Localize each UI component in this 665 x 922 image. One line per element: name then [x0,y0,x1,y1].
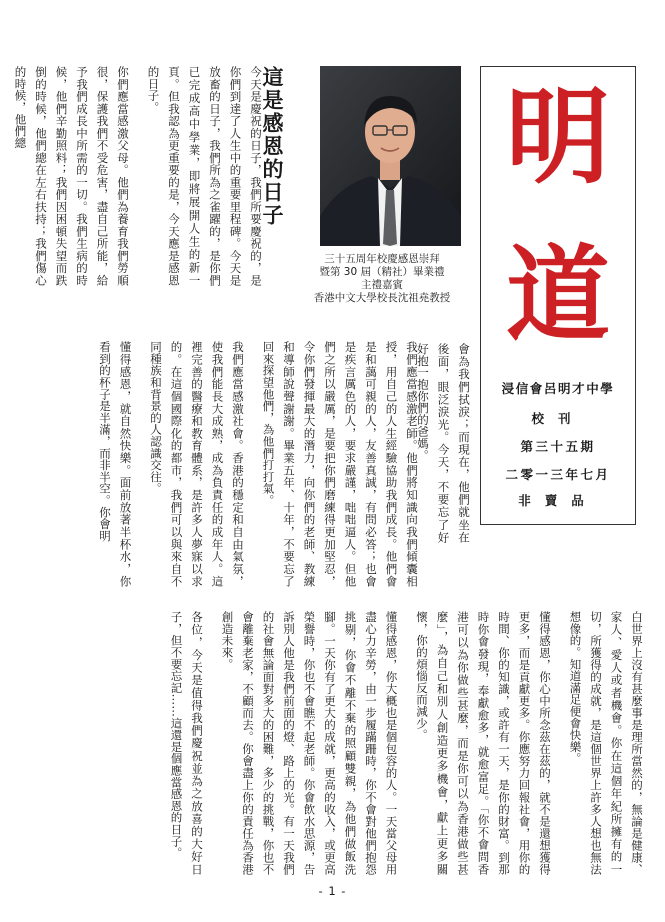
price-note: 非賣品 [518,493,598,508]
page-number: - 1 - [318,884,347,898]
article-mid-columns [416,343,474,543]
paragraph: 今天是慶祝的日子，我們所要慶祝的，是你們到達了人生中的重要里程碑。今天是放畜的日子，我們所為之雀躍的，是你們已完成高中學業，即將展開人生的新一頁。但我認為更重要的是，今天應是感恩的日子。 [146,66,263,286]
paragraph: 你們應當感激父母。他們為養育我們勞順很，保護我們不受危害，盡自己所能，給予我們成長中所需的一切。我們生病的時候，他們辛勤照料；我們因困頓失望而跌倒的時候，他們總在左右扶持；我們傷心的時候，他們總 [13,66,130,286]
masthead-title-char: 道 [505,233,610,356]
portrait-photo [320,66,461,246]
paragraph: 懂得感恩，你大概也是個包容的人。一天當父母用盡心力辛勞，由一步履蹣跚時，你不會對他們抱怨挑剔，你會不離不棄的照顧雙親，為他們做飯洗腳。一天你有了更大的成就，更高的收入，或更高榮譽時，你也不會瞧不起老師。你會飲水思源，告訴別人他是我們前面的燈、路上的光。有一天我們的社會無論面對多大的困難，多少的挑戰，你也不會離棄老家，不顧而去。你會盡上你的責任為香港創造未來。 [220,611,399,875]
masthead [480,66,636,525]
paragraph: 我們應當感激社會。香港的穩定和自由氣氛，使我們能長大成熟，成為負責任的成年人。這裡完善的醫療和教育體系，是許多人夢寐以求的。在這個國際化的都市，我們可以與來自不同種族和背景的人認識交往。 [149,341,245,587]
paragraph: 白世界上沒有甚麼事是理所當然的，無論是健康、家人、愛人或者機會。你在這個年紀所擁有的一切，所獲得的成就，是這個世界上許多人想也無法想像的。知道滿足便會快樂。 [568,611,644,875]
article-bottom-columns [62,611,647,875]
caption-line: 三十五周年校慶感恩崇拜 [324,253,440,265]
caption-line: 暨第 30 屆（精社）畢業禮 [319,266,445,278]
photo-caption [296,253,468,305]
issue-date: 二零一三年七月 [505,467,611,482]
paragraph: 懂得感恩，你心中所念茲在茲的，就不是還想獲得更多，而是貢獻更多。你應努力回報社會，用你的時間、你的知識，或許有一天，是你的財富。到那時你會發現，奉獻愈多，就愈富足。「你不會問香港可以為你做些甚麼，而是你可以為香港做些甚麼」，為自己和別人創造更多機會，獻上更多關懷，你的煩惱反而減少。 [415,611,552,875]
article-lower-columns [4,341,422,587]
paragraph: 我們應當感激老師。他們將知識向我們傾囊相授，用自己的人生經驗協助我們成長。他們會是和藹可親的人，友善真誠，有問必答；也會是疾言厲色的人，要求嚴謹，咄咄逼人。但他們之所以嚴厲，是要把你們磨練得更加堅忍，令你們發揮最大的潛力，向你們的老師、教練和導師說聲謝謝。畢業五年、十年，不要忘了回來探望他們，為他們打打氣。 [261,341,419,587]
paragraph: 會為我們拭淚；而現在，他們就坐在後面，眼泛淚光。今天，不要忘了好好抱一抱你們的爸媽。 [416,343,471,543]
publication-type: 校刊 [531,411,585,426]
school-name: 浸信會呂明才中學 [501,381,615,396]
article-title: 這是感恩的日子 [260,66,285,227]
masthead-title-char: 明 [505,75,610,198]
issue-number: 第三十五期 [520,439,596,454]
paragraph: 懂得感恩，就自然快樂。面前放著半杯水，你看到的杯子是半滿，而非半空。你會明 [98,341,133,587]
caption-line: 香港中文大學校長沈祖堯教授 [313,292,451,304]
paragraph: 各位，今天是值得我們慶祝並為之放喜的大好日子，但不要忘記……這還是個應當感恩的日子。 [169,611,204,875]
caption-line: 主禮嘉賓 [361,279,403,291]
article-upper-columns [4,66,266,286]
